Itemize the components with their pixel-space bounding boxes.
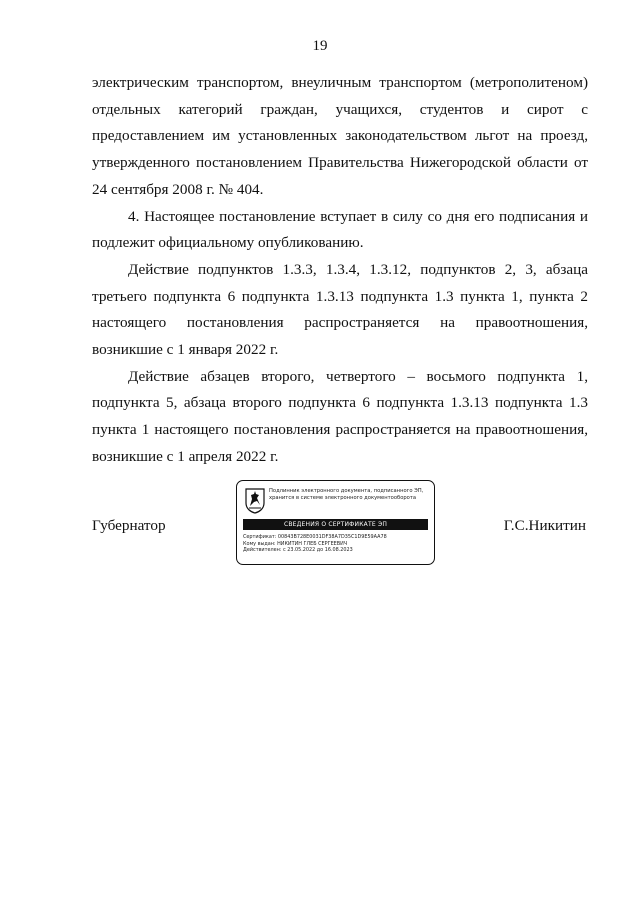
- stamp-details: [243, 534, 428, 554]
- paragraph-entry-into-force: 4. Настоящее постановление вступает в силу со дня его подписания и подлежит официальному опубликованию.: [92, 207, 588, 252]
- stamp-header: СВЕДЕНИЯ О СЕРТИФИКАТЕ ЭП: [243, 519, 428, 530]
- coat-of-arms-icon: [245, 488, 265, 514]
- paragraph-effect-april: Действие абзацев второго, четвертого – восьмого подпункта 1, подпункта 5, абзаца второго подпункта 6 подпункта 1.3.13 подпункта 1.3 пункта 1 настоящего постановления распространяется на правоотношения, возникшие с 1 апреля 2022 г.: [92, 367, 588, 465]
- paragraph-effect-january: Действие подпунктов 1.3.3, 1.3.4, 1.3.12, подпунктов 2, 3, абзаца третьего подпункта 6 подпункта 1.3.13 подпункта 1.3 пункта 1, пункта 2 настоящего постановления распространяется на правоотношения, возникшие с 1 января 2022 г.: [92, 260, 588, 359]
- document-body: [92, 70, 588, 471]
- certificate-number: Сертификат: 00843B728E0031DF38A7D35C1D9E59AA78: [243, 534, 387, 540]
- paragraph-continuation: электрическим транспортом, внеуличным транспортом (метрополитеном) отдельных категорий граждан, учащихся, студентов и сирот с предоставлением им установленных законодательством льгот на проезд, утвержденного постановлением Правительства Нижегородской области от 24 сентября 2008 г. № 404.: [92, 74, 588, 198]
- signer-position: Губернатор: [92, 517, 166, 534]
- page-number: 19: [312, 38, 328, 54]
- certificate-validity: Действителен: с 23.05.2022 до 16.08.2023: [243, 547, 353, 554]
- stamp-note: Подлинник электронного документа, подписанного ЭП, хранится в системе электронного документооборота: [269, 488, 424, 501]
- electronic-signature-stamp: [236, 480, 435, 565]
- certificate-owner: Кому выдан: НИКИТИН ГЛЕБ СЕРГЕЕВИЧ: [243, 540, 348, 547]
- signer-name: Г.С.Никитин: [503, 517, 586, 534]
